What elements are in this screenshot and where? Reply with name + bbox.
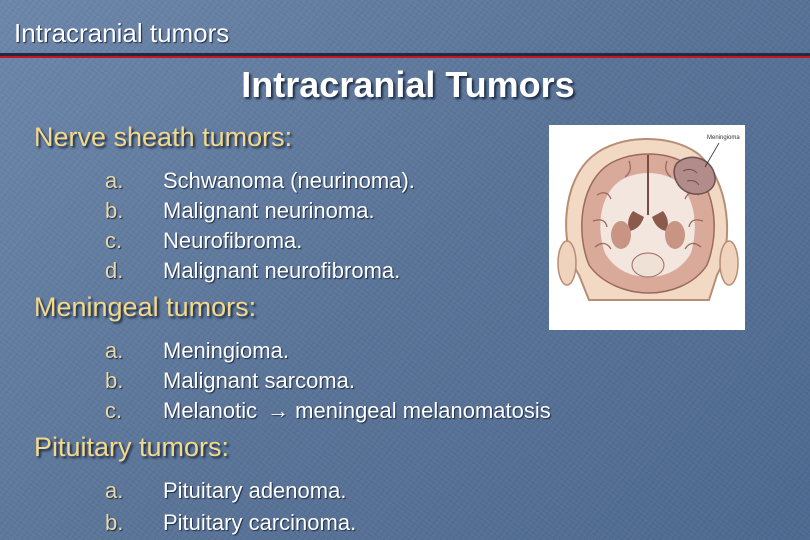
list-item <box>105 200 375 222</box>
item-text: Melanotic <box>163 398 258 423</box>
item-letter: a. <box>105 478 124 503</box>
item-text: Schwanoma (neurinoma). <box>163 168 415 193</box>
list-item <box>105 512 356 534</box>
slide-title: Intracranial Tumors <box>241 64 575 105</box>
list-item <box>105 370 355 392</box>
list-item <box>105 480 346 502</box>
list-item <box>105 260 400 282</box>
section-heading-meningeal: Meningeal tumors: <box>34 292 257 322</box>
item-text: Malignant sarcoma. <box>163 368 355 393</box>
item-letter: c. <box>105 398 123 423</box>
list-item <box>105 400 551 422</box>
item-letter: a. <box>105 338 124 363</box>
figure-label: Meningioma <box>707 135 740 141</box>
brain-coronal-section-icon <box>549 125 745 330</box>
item-text: Pituitary adenoma. <box>163 478 347 503</box>
item-text: Malignant neurinoma. <box>163 198 375 223</box>
section-heading-pituitary: Pituitary tumors: <box>34 432 230 462</box>
list-item <box>105 340 289 362</box>
arrow-icon: → <box>267 398 290 423</box>
list-item <box>105 170 415 192</box>
header-accent-divider <box>0 56 810 58</box>
item-text: Malignant neurofibroma. <box>163 258 401 283</box>
item-letter: b. <box>105 510 124 535</box>
item-letter: b. <box>105 198 124 223</box>
brain-figure <box>549 125 745 330</box>
item-letter: b. <box>105 368 124 393</box>
item-letter: c. <box>105 228 123 253</box>
list-item <box>105 230 302 252</box>
section-heading-nerve-sheath: Nerve sheath tumors: <box>34 122 293 152</box>
item-text: Meningioma. <box>163 338 289 363</box>
item-text: Pituitary carcinoma. <box>163 510 357 535</box>
item-text-continued: meningeal melanomatosis <box>295 398 551 423</box>
item-text: Neurofibroma. <box>163 228 303 253</box>
item-letter: a. <box>105 168 124 193</box>
item-letter: d. <box>105 258 124 283</box>
header-title: Intracranial tumors <box>14 18 230 48</box>
